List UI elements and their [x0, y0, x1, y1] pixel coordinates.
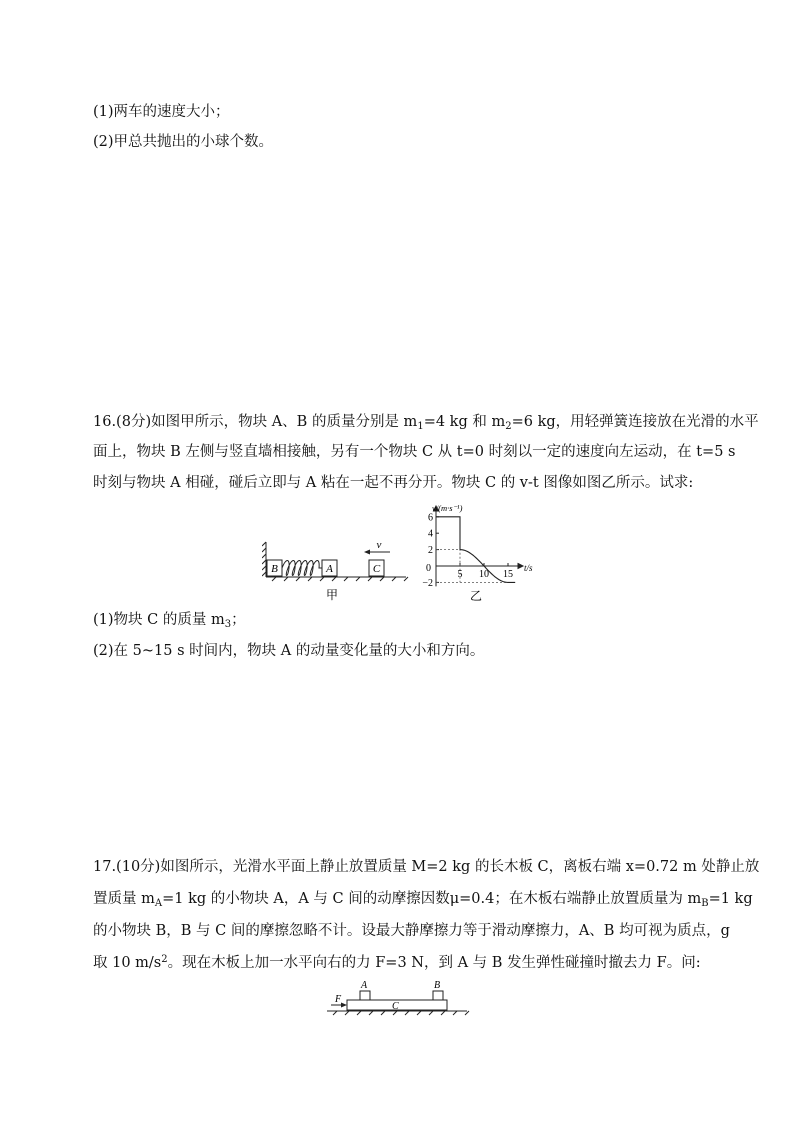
q17-line3: 的小物块 B，B 与 C 间的摩擦忽略不计。设最大静摩擦力等于滑动摩擦力，A、B 均可视为质点，g	[93, 923, 730, 939]
y-tick-label: −2	[422, 577, 433, 589]
x-axis-arrow-icon	[518, 564, 523, 569]
q16-line1: 16.(8分)如图甲所示，物块 A、B 的质量分别是 $m_1=4$ kg 和 $m_2=6$ kg，用轻弹簧连接放在光滑的水平	[93, 414, 759, 432]
q15-part2: (2)甲总共抛出的小球个数。	[93, 134, 274, 150]
label-v: v	[376, 539, 382, 551]
q17-line2: 置质量 $m_A=1$ kg 的小物块 A，A 与 C 间的动摩擦因数μ=0.4；在木板右端静止放置质量为 $m_B=1$ kg	[93, 891, 753, 909]
y-tick-label: 4	[428, 528, 433, 540]
x-axis-label: t/s	[524, 563, 533, 573]
q16-part2: (2)在 5~15 s 时间内，物块 A 的动量变化量的大小和方向。	[93, 643, 485, 659]
label-c: C	[392, 1001, 399, 1012]
block-a	[360, 991, 370, 1000]
y-axis-label: v/(m·s⁻¹)	[432, 503, 463, 513]
q16-line3: 时刻与物块 A 相碰，碰后立即与 A 粘在一起不再分开。物块 C 的 v-t 图像如图乙所示。试求:	[93, 475, 694, 491]
figure-yi-vt-chart	[418, 500, 538, 604]
q17-line4: 取 10 $m/s^2$。现在木板上加一水平向右的力 F=3 N，到 A 与 B 发生弹性碰撞时撤去力 F。问:	[93, 954, 701, 971]
y-tick-label: 2	[428, 545, 433, 557]
y-tick-label: 6	[428, 512, 433, 524]
spring	[282, 561, 322, 576]
q15-part1: (1)两车的速度大小；	[93, 104, 230, 120]
label-a: A	[361, 980, 368, 991]
x-tick-label: 15	[503, 569, 513, 580]
caption-yi: 乙	[469, 589, 483, 603]
label-b: B	[271, 563, 278, 575]
label-f: F	[335, 994, 342, 1005]
force-arrow-head-icon	[341, 1003, 347, 1008]
q16-line2: 面上，物块 B 左侧与竖直墙相接触，另有一个物块 C 从 t=0 时刻以一定的速度向左运动，在 t=5 s	[93, 444, 736, 460]
q17-line1: 17.(10分)如图所示，光滑水平面上静止放置质量 M=2 kg 的长木板 C，离板右端 x=0.72 m 处静止放	[93, 859, 760, 875]
label-c: C	[372, 563, 381, 575]
figure-jia	[262, 536, 412, 602]
x-tick-label: 10	[479, 569, 489, 580]
label-b: B	[434, 980, 441, 991]
arrow-head-icon	[364, 550, 370, 555]
figure-q17	[325, 978, 470, 1018]
caption-jia: 甲	[325, 588, 339, 602]
origin-label: 0	[426, 563, 431, 574]
x-tick-label: 5	[457, 569, 463, 580]
q16-part1: (1)物块 C 的质量 $m_3$；	[93, 612, 246, 630]
label-a: A	[326, 563, 333, 575]
block-b	[433, 991, 443, 1000]
